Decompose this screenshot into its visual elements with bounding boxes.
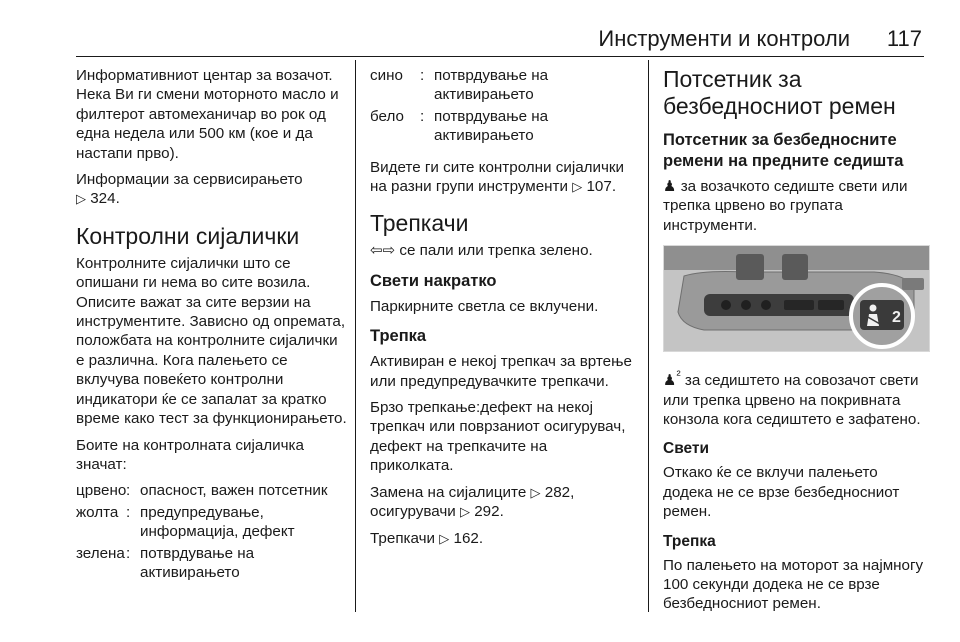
subheading-lights-on: Свети <box>663 440 710 458</box>
color-description: предупредување, информација, дефект <box>140 503 295 541</box>
color-description: потврдување на активирањето <box>434 67 549 104</box>
turn-signals-ref-text: Трепкачи <box>370 529 436 547</box>
page-header <box>0 0 960 58</box>
color-term: жолта <box>76 503 119 521</box>
service-reference: 324. <box>90 190 120 208</box>
subheading-flashes: Трепка <box>370 327 427 346</box>
color-definition-list-continued <box>370 66 632 146</box>
overhead-console-illustration <box>664 246 929 351</box>
definition-separator: : <box>126 544 131 562</box>
driver-seatbelt-text: за возачкото седиште свети или трепка црвено во групата инструменти. <box>663 178 908 234</box>
service-paragraph <box>76 170 348 209</box>
passenger-seatbelt-icon: ♟$^{^2}$ <box>663 368 681 390</box>
subheading-lights-briefly: Свети накратко <box>370 271 497 290</box>
all-lights-paragraph <box>370 158 632 197</box>
color-description: опасност, важен потсетник <box>140 482 328 500</box>
color-description: потврдување на активирањето <box>434 107 549 145</box>
header-title: Инструменти и контроли <box>598 26 850 51</box>
column-divider-2 <box>648 60 649 612</box>
header-rule <box>76 56 924 57</box>
warning-lights-paragraph: Контролните сијалички што се опишани ги нема во сите возила. Описите важат за сите верзии на инструментите. Зависно од опремата, положбата на контролните сијалички е различна. Кога палењето се вклучува повеќето контролни индикатори ќе се запалат за кратко време како тест за функционирањето. <box>76 254 347 428</box>
reference-arrow-icon: ▷ <box>460 504 470 520</box>
definition-separator: : <box>126 503 131 521</box>
column-divider-1 <box>355 60 356 612</box>
color-term: бело <box>370 107 404 125</box>
subheading-flashing: Трепка <box>663 532 716 550</box>
service-text: Информации за сервисирањето <box>76 171 303 189</box>
photo-seat-number: 2 <box>892 309 901 327</box>
colors-intro: Боите на контролната сијаличка значат: <box>76 436 304 473</box>
definition-separator: : <box>420 67 425 84</box>
subheading-front-seat-belts: Потсетник за безбедносните ремени на предните седишта <box>663 131 904 170</box>
lights-on-paragraph: Откако ќе се вклучи палењето додека не се врзе безбедносниот ремен. <box>663 464 900 521</box>
color-term: сино <box>370 67 403 84</box>
flashing-paragraph: Активиран е некој трепкач за вртење или предупредувачките трепкачи. <box>370 353 632 390</box>
color-term: зелена <box>76 544 125 562</box>
section-heading-turn-signals: Трепкачи <box>370 210 469 237</box>
fuses-text: осигурувачи <box>370 503 456 521</box>
turn-signal-text: се пали или трепка зелено. <box>399 242 593 260</box>
driver-seatbelt-paragraph <box>663 177 928 235</box>
fast-flashing-paragraph: Брзо трепкање:дефект на некој трепкач или поврзаниот осигурувач, дефект на трепкачите на приколката. <box>370 399 626 475</box>
section-heading-seatbelt-reminder: Потсетник за безбедносниот ремен <box>663 66 896 119</box>
fuses-reference: 292. <box>474 503 504 521</box>
reference-arrow-icon: ▷ <box>439 530 450 546</box>
color-definition-row <box>370 66 632 105</box>
passenger-seatbelt-text: за седиштето на совозачот свети или трепка црвено на покривната конзола кога седиштето е зафатено. <box>663 372 921 429</box>
reference-arrow-icon: ▷ <box>76 191 86 207</box>
flashing-duration-paragraph: По палењето на моторот за најмногу 100 секунди додека не се врзе безбедносниот ремен. <box>663 556 924 613</box>
color-term: црвено <box>76 482 127 500</box>
column-2 <box>370 66 632 555</box>
intro-paragraph: Информативниот центар за возачот. Нека Ви ги смени моторното масло и филтерот автомеханичар во рок од една недела или 500 км (кое и да настапи прво). <box>76 67 339 162</box>
color-definition-row <box>76 503 348 542</box>
bulb-replacement-paragraph <box>370 483 632 522</box>
passenger-seatbelt-paragraph <box>663 366 928 429</box>
turn-signals-ref-paragraph <box>370 529 632 548</box>
all-lights-text: Видете ги сите контролни сијалички на разни групи инструменти <box>370 158 625 196</box>
color-definition-list <box>76 481 348 582</box>
color-definition-row <box>370 107 632 146</box>
page-number: 117 <box>886 26 922 51</box>
column-3 <box>663 66 928 621</box>
passenger-seat-number: ² <box>676 368 681 383</box>
definition-separator: : <box>126 482 131 500</box>
parking-lights-paragraph: Паркирните светла се вклучени. <box>370 297 599 315</box>
turn-signals-reference: 162. <box>453 529 484 547</box>
column-1 <box>76 66 348 584</box>
seatbelt-icon: ♟ <box>663 178 677 195</box>
overhead-console-photo <box>663 245 930 352</box>
reference-arrow-icon: ▷ <box>572 179 583 195</box>
bulb-replacement-reference: 282, <box>544 483 575 501</box>
color-definition-row <box>76 544 348 583</box>
all-lights-reference: 107. <box>586 178 617 196</box>
bulb-replacement-text: Замена на сијалиците <box>370 483 527 501</box>
color-description: потврдување на активирањето <box>140 544 255 581</box>
section-heading-warning-lights: Контролни сијалички <box>76 222 300 249</box>
definition-separator: : <box>420 107 425 125</box>
turn-signal-paragraph <box>370 241 632 260</box>
color-definition-row <box>76 481 348 500</box>
turn-signal-arrows-icon: ⇦⇨ <box>370 242 396 260</box>
reference-arrow-icon: ▷ <box>530 484 541 500</box>
